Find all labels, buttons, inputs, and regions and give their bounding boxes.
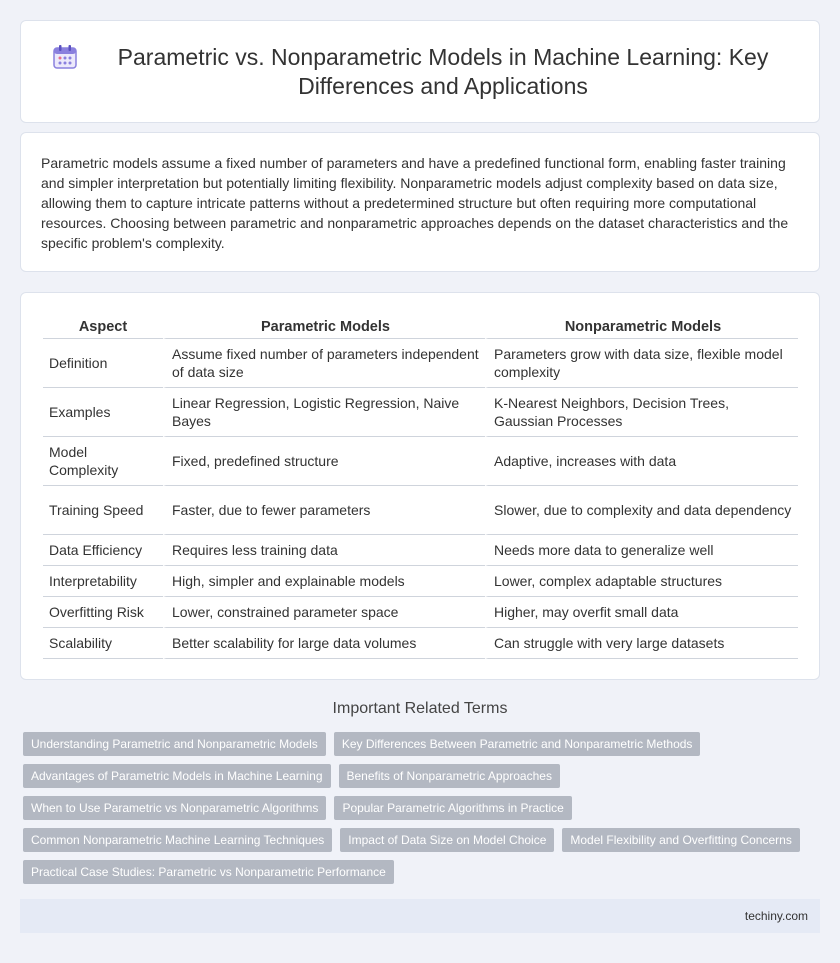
column-header-parametric: Parametric Models: [163, 313, 485, 339]
related-term-tag[interactable]: Model Flexibility and Overfitting Concerns: [562, 828, 799, 852]
parametric-cell: Faster, due to fewer parameters: [163, 486, 485, 535]
nonparametric-cell: Needs more data to generalize well: [485, 535, 798, 566]
nonparametric-cell: K-Nearest Neighbors, Decision Trees, Gaussian Processes: [485, 388, 798, 437]
parametric-cell: Lower, constrained parameter space: [163, 597, 485, 628]
footer-site-link[interactable]: techiny.com: [744, 909, 808, 923]
parametric-cell: High, simpler and explainable models: [163, 566, 485, 597]
related-term-tag[interactable]: Popular Parametric Algorithms in Practice: [334, 796, 571, 820]
nonparametric-cell: Lower, complex adaptable structures: [485, 566, 798, 597]
related-terms-heading: Important Related Terms: [332, 700, 508, 717]
aspect-cell: Interpretability: [43, 566, 163, 597]
parametric-cell: Fixed, predefined structure: [163, 437, 485, 486]
intro-paragraph: Parametric models assume a fixed number of parameters and have a predefined functional form, enabling faster training and simpler interpretation but potentially limiting flexibility. Nonparametric models adjust complexity based on data size, allowing them to capture intricate patterns without a predetermined structure but often requiring more computational resources. Choosing between parametric and nonparametric approaches depends on the dataset characteristics and the specific problem's complexity.: [41, 155, 789, 251]
table-row: [43, 437, 798, 486]
table-row: [43, 486, 798, 535]
table-row: [43, 566, 798, 597]
related-term-tag[interactable]: Understanding Parametric and Nonparametric Models: [23, 732, 326, 756]
related-terms-list: [23, 732, 813, 892]
column-header-nonparametric: Nonparametric Models: [485, 313, 798, 339]
table-row: [43, 597, 798, 628]
related-term-tag[interactable]: Benefits of Nonparametric Approaches: [339, 764, 560, 788]
parametric-cell: Linear Regression, Logistic Regression, Naive Bayes: [163, 388, 485, 437]
parametric-cell: Better scalability for large data volumes: [163, 628, 485, 659]
aspect-cell: Examples: [43, 388, 163, 437]
aspect-cell: Overfitting Risk: [43, 597, 163, 628]
nonparametric-cell: Parameters grow with data size, flexible model complexity: [485, 339, 798, 388]
aspect-cell: Definition: [43, 339, 163, 388]
comparison-table: [43, 313, 798, 659]
aspect-cell: Model Complexity: [43, 437, 163, 486]
comparison-table-card: [20, 292, 820, 680]
column-header-aspect: Aspect: [43, 313, 163, 339]
table-row: [43, 628, 798, 659]
table-header-row: [43, 313, 798, 339]
intro-card: [20, 132, 820, 272]
related-term-tag[interactable]: Impact of Data Size on Model Choice: [340, 828, 554, 852]
nonparametric-cell: Slower, due to complexity and data dependency: [485, 486, 798, 535]
parametric-cell: Assume fixed number of parameters independent of data size: [163, 339, 485, 388]
parametric-cell: Requires less training data: [163, 535, 485, 566]
page-title: Parametric vs. Nonparametric Models in Machine Learning: Key Differences and Applications: [117, 43, 769, 99]
related-term-tag[interactable]: Key Differences Between Parametric and Nonparametric Methods: [334, 732, 701, 756]
related-term-tag[interactable]: Common Nonparametric Machine Learning Techniques: [23, 828, 332, 852]
table-row: [43, 535, 798, 566]
aspect-cell: Training Speed: [43, 486, 163, 535]
nonparametric-cell: Higher, may overfit small data: [485, 597, 798, 628]
nonparametric-cell: Can struggle with very large datasets: [485, 628, 798, 659]
related-term-tag[interactable]: When to Use Parametric vs Nonparametric Algorithms: [23, 796, 326, 820]
nonparametric-cell: Adaptive, increases with data: [485, 437, 798, 486]
related-term-tag[interactable]: Practical Case Studies: Parametric vs Nonparametric Performance: [23, 860, 394, 884]
header-card: [20, 20, 820, 123]
table-row: [43, 388, 798, 437]
related-term-tag[interactable]: Advantages of Parametric Models in Machine Learning: [23, 764, 331, 788]
table-row: [43, 339, 798, 388]
footer: [20, 899, 820, 933]
aspect-cell: Data Efficiency: [43, 535, 163, 566]
aspect-cell: Scalability: [43, 628, 163, 659]
calendar-icon: [51, 43, 79, 71]
